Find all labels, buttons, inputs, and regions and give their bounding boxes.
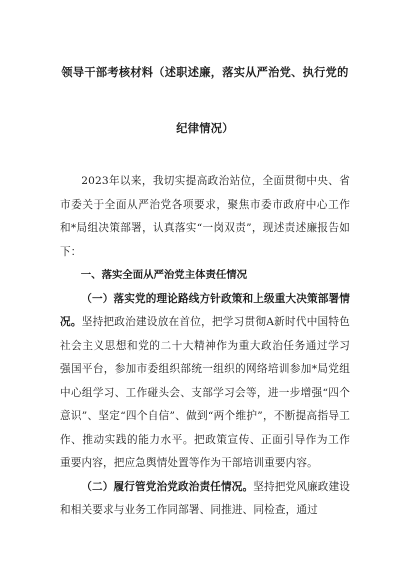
subsection-2-body: 坚持把党风廉政建设和相关要求与业务工作同部署、同推进、同检查，通过: [60, 480, 350, 516]
subsection-1-lead: （一）落实党的理论路线方针政策和上级重大决策部署情况。: [60, 292, 350, 328]
subsection-2-paragraph: [60, 476, 350, 523]
document-title-line-2: 纪律情况）: [176, 121, 234, 135]
subsection-2-lead: （二）履行管党治党政治责任情况。: [81, 480, 254, 493]
section-1-heading: 一、落实全面从严治党主体责任情况: [80, 269, 248, 281]
document-title-line-1: 领导干部考核材料（述职述廉，落实从严治党、执行党的: [61, 65, 349, 79]
subsection-1-body: 坚持把政治建设放在首位，把学习贯彻A新时代中国特色社会主义思想和党的二十大精神作为重大政治任务通过学习强国平台，参加市委组织部统一组织的网络培训参加*局党组中心组学习、工作碰头会、支部学习会等，进一步增强“四个意识”、坚定“四个自信”、做到“两个维护”，不断提高指导工作、推动实践的能力水平。把政策宣传、正面引导作为工作重要内容，把应急舆情处置等作为干部培训重要内容。: [60, 316, 350, 469]
intro-paragraph: 2023年以来，我切实提高政治站位，全面贯彻中央、省市委关于全面从严治党各项要求，聚焦市委市政府中心工作和*局组决策部署，认真落实“一岗双责”，现述责述廉报告如下：: [60, 175, 350, 258]
document-body: [60, 170, 350, 523]
subsection-1-paragraph: [60, 288, 350, 476]
